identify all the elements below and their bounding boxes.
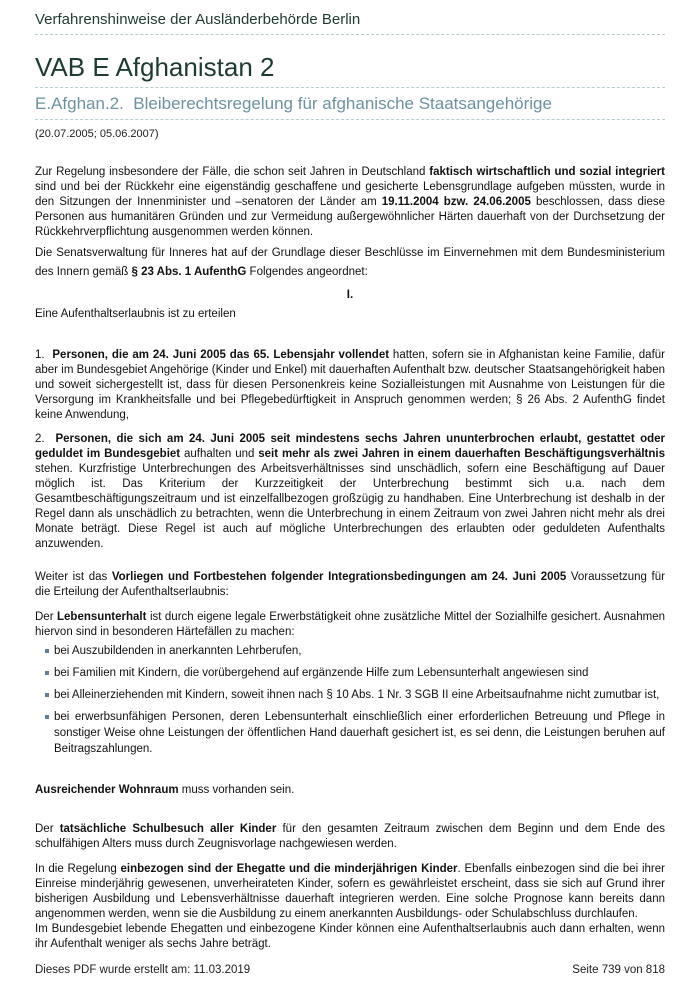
page-footer [35,963,665,978]
section-heading: E.Afghan.2. Bleiberechtsregelung für afghanische Staatsangehörige [35,93,665,120]
square-bullet-icon [45,671,49,675]
numbered-item-1: 1. Personen, die am 24. Juni 2005 das 65. Lebensjahr vollendet hatten, sofern sie in Afghanistan keine Familie, dafür aber im Bundesgebiet Angehörige (Kinder und Enkel) mit dauerhaften Aufenthalt bzw. deutscher Staatsangehörigkeit haben und soweit sichergestellt ist, dass für diesen Personenkreis keine Sozialleistungen mit Ausnahme von Leistungen für die Versorgung im Krankheitsfalle und bei Pflegebedürftigkeit in Anspruch genommen werden; § 26 Abs. 2 AufenthG findet keine Anwendung, [35,349,665,421]
list-item-text: bei Alleinerziehenden mit Kindern, soweit ihnen nach § 10 Abs. 1 Nr. 3 SGB II eine Arbeitsaufnahme nicht zumutbar ist, [54,689,660,701]
paragraph-included-family-main: In die Regelung einbezogen sind der Ehegatte und die minderjährigen Kinder. Ebenfalls einbezogen sind die bei ihrer Einreise minderjährig gewesenen, unverheirateten Kinder, sofern es gewährleistet erscheint, dass sie sich auf Grund ihrer bisherigen Ausbildung und Lebensverhältnisse dauerhaft integrieren werden. Eine solche Prognose kann bereits dann angenommen werden, wenn sie die Ausbildung zu einem anerkannten Ausbildungs- oder Schulabschluss durchlaufen. [35,863,665,920]
list-item [45,643,665,659]
list-item-text: bei erwerbsunfähigen Personen, deren Lebensunterhalt einschließlich einer erforderlichen Betreuung und Pflege in sonstiger Weise ohne Leistungen der öffentlichen Hand dauerhaft gesichert ist, es sei denn, die Leistungen beruhen auf Beitragszahlungen. [54,711,665,755]
section-numeral: I. [346,289,354,301]
paragraph-senate-order: Die Senatsverwaltung für Inneres hat auf der Grundlage dieser Beschlüsse im Einvernehmen mit dem Bundesministerium des Innern gemäß § 23 Abs. 1 AufenthG Folgendes angeordnet: [35,247,665,278]
square-bullet-icon [45,693,49,697]
document-title: VAB E Afghanistan 2 [35,52,665,88]
paragraph-grant-intro: Eine Aufenthaltserlaubnis ist zu erteilen [35,308,236,320]
square-bullet-icon [45,715,49,719]
paragraph-included-family-note: Im Bundesgebiet lebende Ehegatten und einbezogene Kinder können eine Aufenthaltserlaubnis auch dann erhalten, wenn ihr Aufenthalt weniger als sechs Jahre beträgt. [35,923,665,950]
hardship-exception-list [45,643,665,763]
paragraph-livelihood: Der Lebensunterhalt ist durch eigene legale Erwerbstätigkeit ohne zusätzliche Mittel der Sozialhilfe gesichert. Ausnahmen hiervon sind in besonderen Härtefällen zu machen: [35,611,665,638]
list-item-text: bei Familien mit Kindern, die vorübergehend auf ergänzende Hilfe zum Lebensunterhalt angewiesen sind [54,667,589,679]
paragraph-integration-conditions: Weiter ist das Vorliegen und Fortbestehen folgender Integrationsbedingungen am 24. Juni 2005 Voraussetzung für die Erteilung der Aufenthaltserlaubnis: [35,571,665,598]
revision-dates: (20.07.2005; 05.06.2007) [35,128,159,140]
list-item [45,665,665,681]
pdf-created-date: Dieses PDF wurde erstellt am: 11.03.2019 [35,964,251,976]
list-item-text: bei Auszubildenden in anerkannten Lehrberufen, [54,645,302,657]
paragraph-regulation-intro: Zur Regelung insbesondere der Fälle, die schon seit Jahren in Deutschland faktisch wirtschaftlich und sozial integriert sind und bei der Rückkehr eine eigenständig geschaffene und gesicherte Lebensgrundlage aufgeben müssten, wurde in den Sitzungen der Innenminister und –senatoren der Länder am 19.11.2004 bzw. 24.06.2005 beschlossen, dass diese Personen aus humanitären Gründen und zur Vermeidung außergewöhnlicher Härten dauerhaft von der Durchsetzung der Rückkehrverpflichtung ausgenommen werden können. [35,166,665,238]
paragraph-school-attendance: Der tatsächliche Schulbesuch aller Kinder für den gesamten Zeitraum zwischen dem Beginn und dem Ende des schulfähigen Alters muss durch Zeugnisvorlage nachgewiesen werden. [35,823,665,850]
square-bullet-icon [45,649,49,653]
page-number: Seite 739 von 818 [572,964,665,976]
paragraph-included-family [35,862,665,952]
list-item [45,709,665,757]
document-org-header: Verfahrenshinweise der Ausländerbehörde Berlin [35,10,665,35]
list-item [45,687,665,703]
paragraph-housing: Ausreichender Wohnraum muss vorhanden sein. [35,784,295,796]
numbered-item-2: 2. Personen, die sich am 24. Juni 2005 seit mindestens sechs Jahren ununterbrochen erlaubt, gestattet oder geduldet im Bundesgebiet aufhalten und seit mehr als zwei Jahren in einem dauerhaften Beschäftigungsverhältnis stehen. Kurzfristige Unterbrechungen des Arbeitsverhältnisses sind unschädlich, sofern eine Beschäftigung auf Dauer möglich ist. Das Kriterium der Kurzzeitigkeit der Unterbrechung bestimmt sich u.a. nach dem Gesamtbeschäftigungszeitraum und ist einzelfallbezogen großzügig zu handhaben. Eine Unterbrechung ist deshalb in der Regel dann als unschädlich zu betrachten, wenn die Unterbrechung in einem Zeitraum von zwei Jahren nicht mehr als drei Monate beträgt. Diese Regel ist auch auf mögliche Unterbrechungen des erlaubten oder geduldeten Aufenthalts anzuwenden. [35,433,666,550]
